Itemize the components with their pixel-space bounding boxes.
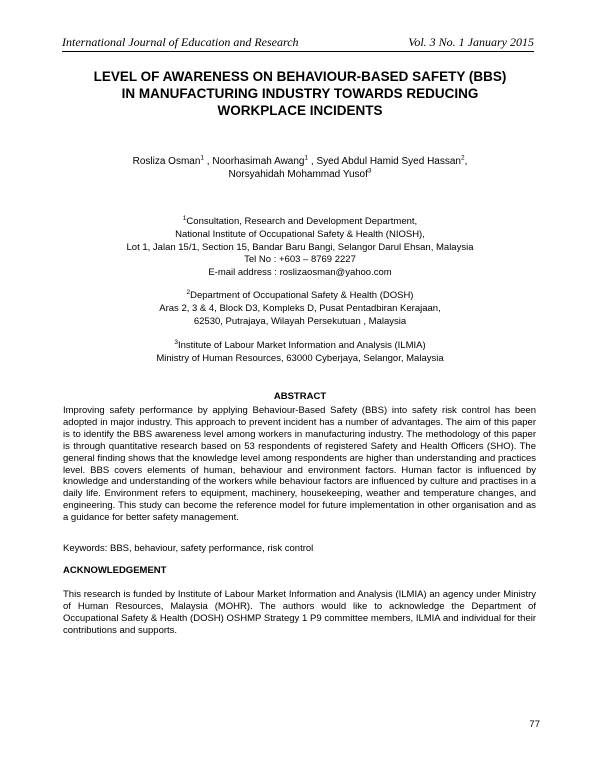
affil-marker: 1 xyxy=(182,214,187,222)
abstract-heading: ABSTRACT xyxy=(273,391,327,402)
title-line-3: WORKPLACE INCIDENTS xyxy=(217,103,383,118)
author-affil-marker: 2 xyxy=(460,154,465,162)
abstract-text: Improving safety performance by applying Behaviour-Based Safety (BBS) into safety risk control has been adopted in major industry. This approach to prevent incident has a number of advantages. The aim of this paper is to identify the BBS awareness level among workers in manufacturing industry. The methodology of this paper is through quantitative research based on 53 respondents of registered Safety and Health Officers (SHO). The general finding shows that the knowledge level among respondents are higher than understanding and practices level. BBS covers elements of human, behaviour and environment factors. Human factor is influenced by knowledge and understanding of the workers while behaviour factors are influenced by culture and practises in a daily life. Environment refers to equipment, machinery, housekeeping, weather and temperature changes, and engineering. This study can become the reference model for future implementation in other organisation and as a guidance for better safety management. xyxy=(63,405,536,524)
page-number: 77 xyxy=(529,719,540,730)
journal-name: International Journal of Education and Research xyxy=(62,35,299,49)
author-name: Rosliza Osman xyxy=(132,156,201,167)
title-line-2: IN MANUFACTURING INDUSTRY TOWARDS REDUCING xyxy=(121,86,479,101)
author-affil-marker: 1 xyxy=(200,154,205,162)
affil-marker: 3 xyxy=(174,338,178,346)
author-name: Norsyahidah Mohammad Yusof xyxy=(228,169,368,180)
paper-title xyxy=(40,68,560,119)
author-affil-marker: 1 xyxy=(304,154,309,162)
acknowledgement-heading: ACKNOWLEDGEMENT xyxy=(63,565,167,576)
author-list: Rosliza Osman$^1$ , Noorhasimah Awang$^1$ , Syed Abdul Hamid Syed Hassan$^2$, Norsyahidah Mohammad Yusof$^3$ xyxy=(132,154,468,180)
header-rule xyxy=(62,51,534,52)
affil-marker: 2 xyxy=(186,288,191,296)
affiliation-2: $^2$Department of Occupational Safety & Health (DOSH) Aras 2, 3 & 4, Block D3, Kompleks D, Pusat Pentadbiran Kerajaan, 62530, Putrajaya, Wilayah Persekutuan , Malaysia xyxy=(159,288,441,327)
author-name: Noorhasimah Awang xyxy=(212,156,305,167)
author-name: Syed Abdul Hamid Syed Hassan xyxy=(316,156,461,167)
contact-email: E-mail address : roslizaosman@yahoo.com xyxy=(208,267,392,279)
affiliation-3: $^3$Institute of Labour Market Information and Analysis (ILMIA) Ministry of Human Resources, 63000 Cyberjaya, Selangor, Malaysia xyxy=(156,338,444,364)
contact-phone: Tel No : +603 – 8769 2227 xyxy=(244,254,356,266)
title-line-1: LEVEL OF AWARENESS ON BEHAVIOUR-BASED SAFETY (BBS) xyxy=(93,69,507,84)
keywords: Keywords: BBS, behaviour, safety performance, risk control xyxy=(63,543,314,554)
acknowledgement-text: This research is funded by Institute of Labour Market Information and Analysis (ILMIA) an agency under Ministry of Human Resources, Malaysia (MOHR). The authors would like to acknowledge the Department of Occupational Safety & Health (DOSH) OSHMP Strategy 1 P9 committee members, ILMIA and individual for their contributions and supports. xyxy=(63,589,536,636)
author-affil-marker: 3 xyxy=(367,167,372,175)
affiliation-1: $^1$Consultation, Research and Development Department, National Institute of Occupational Safety & Health (NIOSH), Lot 1, Jalan 15/1, Section 15, Bandar Baru Bangi, Selangor Darul Ehsan, Malaysia Tel No : +603 – 8769 2227 E-mail address : roslizaosman@yahoo.com xyxy=(40,216,560,280)
issue-info: Vol. 3 No. 1 January 2015 xyxy=(408,35,534,49)
